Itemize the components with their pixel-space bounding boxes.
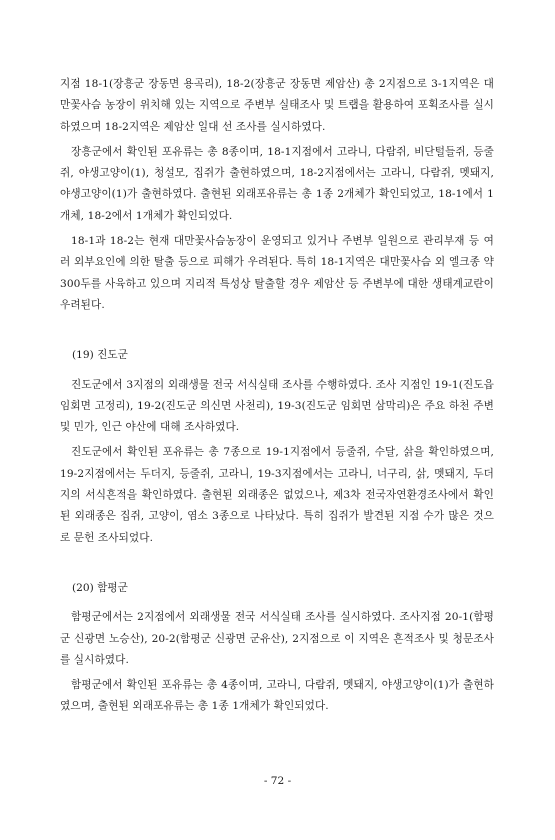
section-heading-jindo: (19) 진도군	[72, 349, 128, 362]
paragraph-intro-3: 18-1과 18-2는 현재 대만꽃사슴농장이 운영되고 있거나 주변부 일원으로 관리부재 등 여러 외부요인에 의한 탈출 등으로 피해가 우려된다. 특히 18-1지역은 대만꽃사슴 외 엘크종 약 300두를 사육하고 있으며 지리적 특성상 탈출할 경우 제암산 등 주변부에 대한 생태계교란이 우려된다.	[60, 235, 494, 311]
paragraph-hampyeong-2: 함평군에서 확인된 포유류는 총 4종이며, 고라니, 다람쥐, 멧돼지, 야생고양이(1)가 출현하였으며, 출현된 외래포유류는 총 1종 1개체가 확인되었다.	[60, 679, 494, 713]
paragraph-jindo-2: 진도군에서 확인된 포유류는 총 7종으로 19-1지점에서 등줄쥐, 수달, 삵을 확인하였으며, 19-2지점에서는 두더지, 등줄쥐, 고라니, 19-3지점에서는 고라니, 너구리, 삵, 멧돼지, 두더지의 서식흔적을 확인하였다. 출현된 외래종은 없었으나, 제3차 전국자연환경조사에서 확인된 외래종은 집쥐, 고양이, 염소 3종으로 나타났다. 특히 집쥐가 발견된 지점 수가 많은 것으로 문헌 조사되었다.	[60, 446, 494, 544]
paragraph-jindo-1: 진도군에서 3지점의 외래생물 전국 서식실태 조사를 수행하였다. 조사 지점인 19-1(진도읍 임회면 고정리), 19-2(진도군 의신면 사천리), 19-3(진도군 임회면 삼막리)은 주요 하천 주변 및 민가, 인근 야산에 대해 조사하였다.	[60, 378, 494, 434]
paragraph-intro-2: 장흥군에서 확인된 포유류는 총 8종이며, 18-1지점에서 고라니, 다람쥐, 비단털들쥐, 등줄쥐, 야생고양이(1), 청설모, 집쥐가 출현하였으며, 18-2지점에서는 고라니, 다람쥐, 멧돼지, 야생고양이(1)가 출현하였다. 출현된 외래포유류는 총 1종 2개체가 확인되었고, 18-1에서 1개체, 18-2에서 1개체가 확인되었다.	[60, 145, 494, 222]
page-number: - 72 -	[263, 775, 292, 787]
paragraph-intro-1: 지점 18-1(장흥군 장동면 용곡리), 18-2(장흥군 장동면 제암산) 총 2지점으로 3-1지역은 대만꽃사슴 농장이 위치해 있는 지역으로 주변부 실태조사 및 트랩을 활용하여 포획조사를 실시하였으며 18-2지역은 제암산 일대 선 조사를 실시하였다.	[60, 78, 494, 133]
page-content	[60, 74, 494, 722]
paragraph-hampyeong-1: 함평군에서는 2지점에서 외래생물 전국 서식실태 조사를 실시하였다. 조사지점 20-1(함평군 신광면 노승산), 20-2(함평군 신광면 군유산), 2지점으로 이 지역은 흔적조사 및 청문조사를 실시하였다.	[60, 611, 494, 666]
section-heading-hampyeong: (20) 함평군	[72, 581, 128, 594]
